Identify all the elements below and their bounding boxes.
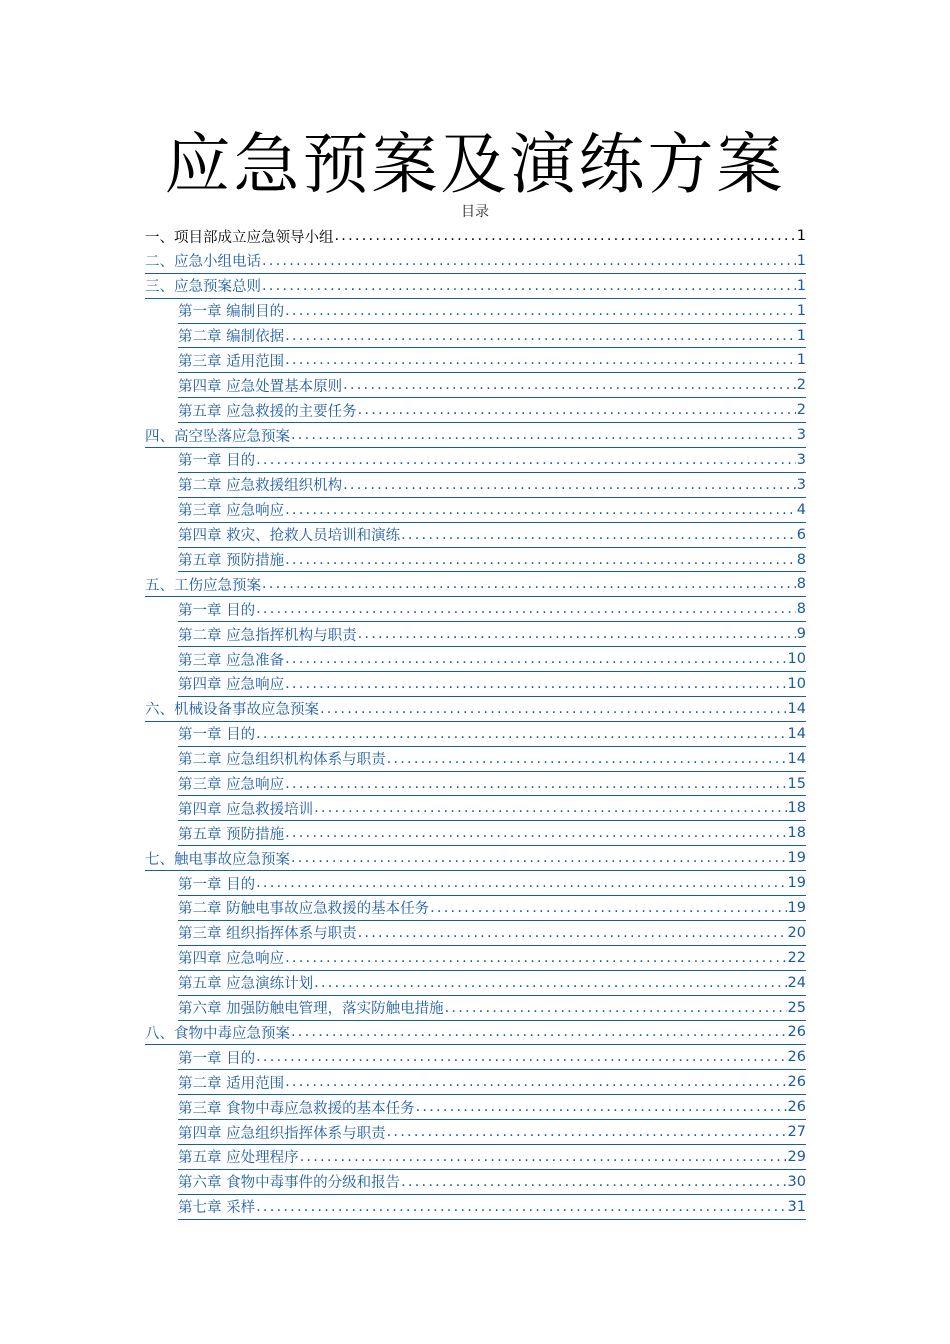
toc-dot-leader: [256, 726, 786, 742]
toc-entry-title: 第五章 应处理程序: [178, 1150, 299, 1167]
toc-entry: [145, 224, 806, 249]
toc-page-number: 1: [796, 352, 806, 369]
toc-page-number: 26: [787, 1074, 806, 1091]
toc-dot-leader: [387, 751, 787, 767]
toc-dot-leader: [358, 925, 787, 941]
toc-dot-leader: [285, 825, 786, 841]
toc-entry-title: 七、触电事故应急预案: [145, 851, 290, 868]
toc-entry[interactable]: [178, 821, 806, 846]
toc-entry[interactable]: [178, 548, 806, 573]
toc-entry[interactable]: [145, 697, 806, 722]
toc-dot-leader: [387, 1124, 787, 1140]
toc-entry-title: 第三章 应急准备: [178, 652, 285, 669]
toc-page-number: 19: [787, 850, 806, 867]
toc-page-number: 19: [787, 899, 806, 916]
toc-entry[interactable]: [178, 647, 806, 672]
toc-entry-title: 第四章 应急组织指挥体系与职责: [178, 1125, 386, 1142]
toc-entry[interactable]: [178, 348, 806, 373]
toc-entry-title: 第六章 加强防触电管理，落实防触电措施: [178, 1001, 444, 1018]
toc-page-number: 26: [787, 1099, 806, 1116]
toc-heading: 目录: [461, 204, 489, 220]
toc-dot-leader: [256, 452, 796, 468]
toc-dot-leader: [416, 1099, 787, 1115]
toc-entry[interactable]: [178, 622, 806, 647]
toc-dot-leader: [430, 900, 786, 916]
toc-entry-title: 五、工伤应急预案: [145, 577, 261, 594]
toc-entry[interactable]: [178, 722, 806, 747]
toc-entry[interactable]: [178, 1145, 806, 1170]
toc-dot-leader: [314, 975, 786, 991]
toc-entry[interactable]: [178, 747, 806, 772]
toc-page-number: 22: [787, 949, 806, 966]
toc-entry-title: 第七章 采样: [178, 1200, 256, 1217]
toc-page-number: 8: [796, 601, 806, 618]
toc-entry[interactable]: [178, 871, 806, 896]
toc-entry-title: 第三章 食物中毒应急救援的基本任务: [178, 1100, 415, 1117]
toc-entry-title: 第一章 编制目的: [178, 304, 285, 321]
toc-page-number: 24: [787, 974, 806, 991]
toc-entry[interactable]: [178, 1195, 806, 1220]
toc-entry-title: 二、应急小组电话: [145, 254, 261, 271]
toc-entry[interactable]: [178, 996, 806, 1021]
toc-dot-leader: [285, 328, 796, 344]
toc-page-number: 9: [796, 626, 806, 643]
toc-dot-leader: [256, 1199, 786, 1215]
toc-entry-title: 第二章 应急救援组织机构: [178, 478, 343, 495]
toc-page-number: 8: [796, 551, 806, 568]
toc-entry-title: 第四章 应急处置基本原则: [178, 378, 343, 395]
toc-entry-title: 三、应急预案总则: [145, 279, 261, 296]
toc-entry[interactable]: [178, 672, 806, 697]
toc-page-number: 10: [787, 675, 806, 692]
toc-page-number: 27: [787, 1124, 806, 1140]
toc-entry-title: 第一章 目的: [178, 727, 256, 744]
toc-page-number: 2: [796, 377, 806, 394]
toc-entry-title: 第二章 应急组织机构体系与职责: [178, 752, 386, 769]
toc-entry-title: 第三章 组织指挥体系与职责: [178, 926, 357, 943]
toc-entry[interactable]: [145, 846, 806, 871]
toc-dot-leader: [262, 278, 796, 294]
toc-dot-leader: [358, 626, 796, 642]
toc-entry[interactable]: [178, 796, 806, 821]
toc-dot-leader: [256, 1049, 786, 1065]
toc-dot-leader: [285, 502, 796, 518]
toc-entry-title: 第四章 应急救援培训: [178, 801, 314, 818]
toc-entry-title: 第一章 目的: [178, 453, 256, 470]
toc-dot-leader: [285, 303, 796, 319]
toc-entry-title: 第三章 应急响应: [178, 777, 285, 794]
toc-entry[interactable]: [178, 498, 806, 523]
toc-entry[interactable]: [178, 597, 806, 622]
toc-entry[interactable]: [178, 299, 806, 324]
toc-entry-title: 第一章 目的: [178, 876, 256, 893]
toc-entry[interactable]: [145, 1021, 806, 1046]
toc-dot-leader: [335, 228, 796, 244]
toc-dot-leader: [285, 1074, 786, 1090]
toc-dot-leader: [285, 776, 786, 792]
toc-page-number: 18: [787, 825, 806, 842]
toc-entry-title: 八、食物中毒应急预案: [145, 1025, 290, 1042]
toc-page-number: 29: [787, 1148, 806, 1165]
toc-page-number: 1: [796, 302, 806, 319]
toc-entry-title: 第四章 应急响应: [178, 677, 285, 694]
toc-entry-title: 第二章 编制依据: [178, 329, 285, 345]
toc-entry[interactable]: [178, 1070, 806, 1095]
toc-entry[interactable]: [145, 423, 806, 448]
toc-entry-title: 第一章 目的: [178, 602, 256, 619]
toc-entry[interactable]: [178, 1170, 806, 1195]
toc-dot-leader: [262, 253, 796, 269]
toc-page-number: 4: [796, 501, 806, 518]
toc-dot-leader: [314, 800, 786, 816]
toc-page-number: 15: [787, 775, 806, 792]
toc-entry[interactable]: [178, 921, 806, 946]
toc-entry-title: 第五章 预防措施: [178, 553, 285, 570]
toc-page-number: 2: [796, 402, 806, 419]
toc-dot-leader: [401, 527, 796, 543]
toc-entry[interactable]: [178, 971, 806, 996]
toc-entry-title: 第五章 应急救援的主要任务: [178, 403, 357, 420]
toc-page-number: 10: [787, 651, 806, 668]
toc-page-number: 1: [796, 252, 806, 269]
toc-entry-title: 第四章 救灾、抢救人员培训和演练: [178, 528, 401, 545]
toc-dot-leader: [285, 552, 796, 568]
toc-entry[interactable]: [178, 324, 806, 349]
toc-dot-leader: [401, 1174, 786, 1190]
toc-entry[interactable]: [145, 572, 806, 597]
toc-page-number: 26: [787, 1024, 806, 1041]
toc-entry[interactable]: [178, 772, 806, 797]
toc-entry-title: 第五章 应急演练计划: [178, 976, 314, 993]
toc-dot-leader: [343, 377, 796, 393]
toc-dot-leader: [285, 352, 796, 368]
toc-dot-leader: [300, 1149, 787, 1165]
toc-entry[interactable]: [145, 249, 806, 274]
toc-page-number: 14: [787, 700, 806, 717]
toc-page-number: 1: [796, 277, 806, 294]
toc-entry[interactable]: [178, 373, 806, 398]
toc-page-number: 8: [796, 576, 806, 593]
toc-page-number: 1: [796, 228, 806, 245]
toc-dot-leader: [445, 1000, 787, 1016]
toc-dot-leader: [320, 701, 787, 717]
toc-dot-leader: [343, 477, 796, 493]
toc-page-number: 1: [796, 327, 806, 344]
toc-entry[interactable]: [178, 1120, 806, 1145]
toc-entry[interactable]: [178, 946, 806, 971]
toc-dot-leader: [291, 427, 796, 443]
toc-entry-title: 第五章 预防措施: [178, 826, 285, 843]
toc-page-number: 30: [787, 1173, 806, 1190]
toc-entry-title: 第三章 应急响应: [178, 503, 285, 520]
toc-entry[interactable]: [178, 523, 806, 548]
toc-page-number: 19: [787, 875, 806, 892]
toc-page-number: 31: [787, 1198, 806, 1215]
toc-page-number: 3: [796, 427, 806, 444]
toc-entry-title: 六、机械设备事故应急预案: [145, 702, 319, 719]
toc-page-number: 3: [796, 476, 806, 493]
toc-entry[interactable]: [178, 473, 806, 498]
toc-entry[interactable]: [178, 448, 806, 473]
toc-entry[interactable]: [145, 274, 806, 299]
toc-page-number: 6: [796, 526, 806, 543]
toc-entry-title: 第二章 防触电事故应急救援的基本任务: [178, 901, 430, 918]
toc-dot-leader: [291, 850, 787, 866]
document-title: 应急预案及演练方案: [164, 126, 786, 203]
toc-page-number: 20: [787, 924, 806, 941]
toc-entry-title: 第二章 适用范围: [178, 1075, 285, 1092]
toc-page-number: 14: [787, 750, 806, 767]
toc-dot-leader: [256, 875, 786, 891]
toc-entry-title: 一、项目部成立应急领导小组: [145, 229, 334, 246]
table-of-contents: [145, 224, 806, 1220]
toc-dot-leader: [262, 576, 796, 592]
toc-dot-leader: [256, 601, 796, 617]
toc-entry-title: 第六章 食物中毒事件的分级和报告: [178, 1175, 401, 1192]
toc-entry-title: 第一章 目的: [178, 1050, 256, 1067]
toc-page-number: 18: [787, 800, 806, 817]
toc-entry-title: 第三章 适用范围: [178, 353, 285, 370]
toc-page-number: 25: [787, 999, 806, 1016]
toc-dot-leader: [285, 676, 786, 692]
toc-dot-leader: [285, 651, 786, 667]
toc-entry[interactable]: [178, 398, 806, 423]
toc-entry-title: 第二章 应急指挥机构与职责: [178, 627, 357, 644]
toc-dot-leader: [358, 402, 796, 418]
toc-entry[interactable]: [178, 1095, 806, 1120]
toc-entry-title: 第四章 应急响应: [178, 951, 285, 968]
toc-page-number: 26: [787, 1049, 806, 1066]
toc-page-number: 3: [796, 451, 806, 468]
toc-entry[interactable]: [178, 896, 806, 921]
toc-dot-leader: [291, 1024, 787, 1040]
toc-entry[interactable]: [178, 1045, 806, 1070]
toc-entry-title: 四、高空坠落应急预案: [145, 428, 290, 445]
toc-dot-leader: [285, 950, 786, 966]
toc-page-number: 14: [787, 725, 806, 742]
